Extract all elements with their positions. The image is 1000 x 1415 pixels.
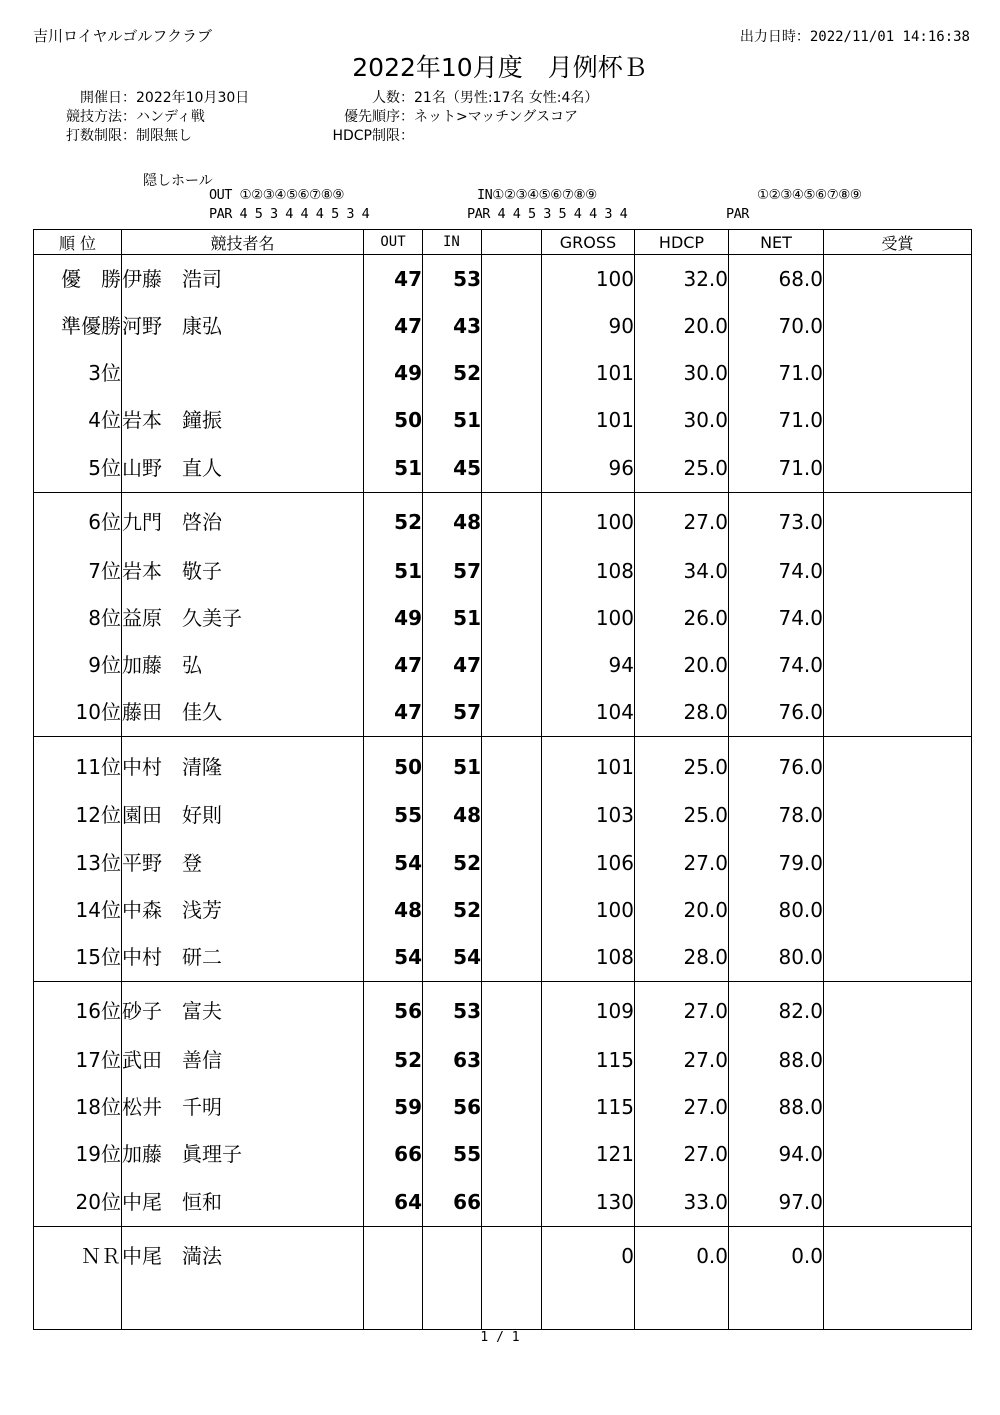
rank-cell: 6位 [34,492,122,547]
col-blank-header [482,230,542,255]
table-row [34,981,972,1036]
priority-value: ネット>マッチングスコア [414,109,579,125]
col-gross-header: GROSS [542,230,635,255]
out-score-cell: 56 [364,981,423,1036]
hdcp-cell: 30.0 [635,350,729,397]
third-hole-numbers: ①②③④⑤⑥⑦⑧⑨ [757,187,862,203]
player-name-cell: 河野 康弘 [122,303,364,350]
table-row [34,642,972,689]
in-score-cell: 57 [423,547,482,594]
out-hole-numbers: ①②③④⑤⑥⑦⑧⑨ [239,187,344,203]
award-cell [824,1178,972,1226]
net-cell: 82.0 [729,981,824,1036]
award-cell [824,886,972,933]
rank-cell: 8位 [34,594,122,641]
limit-label: 打数制限： [66,128,136,144]
net-cell: 80.0 [729,886,824,933]
priority-label: 優先順序： [344,109,414,125]
rank-cell: 7位 [34,547,122,594]
player-name-cell: 砂子 富夫 [122,981,364,1036]
hdcp-cell: 28.0 [635,689,729,737]
out-holes-row [209,187,344,203]
gross-cell: 0 [542,1226,635,1281]
award-cell [824,981,972,1036]
out-par-label: PAR [209,206,232,222]
table-row [34,303,972,350]
count-label: 人数： [372,90,414,106]
rank-cell: 3位 [34,350,122,397]
in-score-cell: 48 [423,492,482,547]
player-name-cell: 九門 啓治 [122,492,364,547]
out-score-cell: 59 [364,1084,423,1131]
award-cell [824,642,972,689]
award-cell [824,737,972,792]
in-score-cell: 63 [423,1037,482,1084]
hdcp-cell: 28.0 [635,933,729,981]
table-row [34,397,972,444]
net-cell: 80.0 [729,933,824,981]
blank-cell [482,492,542,547]
gross-cell: 100 [542,255,635,303]
player-name-cell: 岩本 鐘振 [122,397,364,444]
col-rank-header: 順 位 [34,230,122,255]
hdcp-cell: 34.0 [635,547,729,594]
blank-cell [482,1131,542,1178]
net-cell: 94.0 [729,1131,824,1178]
table-row [34,547,972,594]
player-name-cell: 中森 浅芳 [122,886,364,933]
award-cell [824,1084,972,1131]
out-par-values: 4 5 3 4 4 4 5 3 4 [239,206,370,222]
net-cell: 97.0 [729,1178,824,1226]
gross-cell: 108 [542,547,635,594]
in-score-cell [423,1226,482,1281]
gross-cell: 109 [542,981,635,1036]
rank-cell: 15位 [34,933,122,981]
results-table [33,229,972,1330]
table-row [34,689,972,737]
player-name-cell: 平野 登 [122,839,364,886]
blank-cell [482,1178,542,1226]
player-name-cell: 松井 千明 [122,1084,364,1131]
net-cell: 73.0 [729,492,824,547]
in-score-cell: 52 [423,839,482,886]
blank-cell [482,642,542,689]
gross-cell: 103 [542,792,635,839]
gross-cell: 130 [542,1178,635,1226]
in-score-cell: 52 [423,350,482,397]
table-row [34,1226,972,1281]
date-value: 2022年10月30日 [136,90,250,106]
out-score-cell: 47 [364,689,423,737]
gross-cell: 101 [542,397,635,444]
table-row [34,792,972,839]
player-name-cell: 伊藤 浩司 [122,255,364,303]
col-award-header: 受賞 [824,230,972,255]
rank-cell: 9位 [34,642,122,689]
award-cell [824,1037,972,1084]
out-score-cell: 47 [364,303,423,350]
out-score-cell [364,1226,423,1281]
gross-cell: 101 [542,737,635,792]
in-score-cell: 53 [423,255,482,303]
gross-cell: 115 [542,1037,635,1084]
gross-cell: 90 [542,303,635,350]
in-par-label: PAR [467,206,490,222]
rank-cell: 11位 [34,737,122,792]
rank-cell: 12位 [34,792,122,839]
blank-cell [482,792,542,839]
in-score-cell: 52 [423,886,482,933]
table-row [34,933,972,981]
table-row [34,839,972,886]
club-name: 吉川ロイヤルゴルフクラブ [33,27,212,45]
award-cell [824,547,972,594]
empty-cell [364,1281,423,1329]
award-cell [824,350,972,397]
method-label: 競技方法： [66,109,136,125]
hdcp-cell: 20.0 [635,303,729,350]
out-score-cell: 54 [364,839,423,886]
hdcp-cell: 20.0 [635,642,729,689]
gross-cell: 100 [542,886,635,933]
player-name-cell [122,350,364,397]
rank-cell: 10位 [34,689,122,737]
hdcp-cell: 27.0 [635,492,729,547]
rank-cell: 4位 [34,397,122,444]
blank-cell [482,350,542,397]
award-cell [824,397,972,444]
col-in-header: IN [423,230,482,255]
blank-cell [482,255,542,303]
in-score-cell: 53 [423,981,482,1036]
player-name-cell: 中尾 恒和 [122,1178,364,1226]
in-score-cell: 43 [423,303,482,350]
gross-cell: 115 [542,1084,635,1131]
rank-cell: 準優勝 [34,303,122,350]
net-cell: 76.0 [729,689,824,737]
gross-cell: 104 [542,689,635,737]
out-label: OUT [209,187,232,203]
col-name-header: 競技者名 [122,230,364,255]
hdcp-cell: 27.0 [635,1084,729,1131]
table-row [34,350,972,397]
out-score-cell: 47 [364,642,423,689]
net-cell: 88.0 [729,1084,824,1131]
out-score-cell: 49 [364,350,423,397]
player-name-cell: 益原 久美子 [122,594,364,641]
rank-cell: 17位 [34,1037,122,1084]
net-cell: 78.0 [729,792,824,839]
in-score-cell: 56 [423,1084,482,1131]
gross-cell: 96 [542,444,635,492]
award-cell [824,839,972,886]
blank-cell [482,547,542,594]
rank-cell: 優 勝 [34,255,122,303]
table-filler-row [34,1281,972,1329]
net-cell: 71.0 [729,397,824,444]
blank-cell [482,444,542,492]
in-par-row [467,206,627,222]
in-score-cell: 57 [423,689,482,737]
empty-cell [482,1281,542,1329]
hdcp-cell: 27.0 [635,1131,729,1178]
player-name-cell: 武田 善信 [122,1037,364,1084]
table-row [34,886,972,933]
rank-cell: 19位 [34,1131,122,1178]
blank-cell [482,397,542,444]
rank-cell: 20位 [34,1178,122,1226]
hdcp-cell: 25.0 [635,737,729,792]
col-out-header: OUT [364,230,423,255]
blank-cell [482,689,542,737]
rank-cell: 5位 [34,444,122,492]
in-score-cell: 55 [423,1131,482,1178]
hdcp-cell: 30.0 [635,397,729,444]
award-cell [824,303,972,350]
empty-cell [635,1281,729,1329]
hdcp-cell: 27.0 [635,1037,729,1084]
award-cell [824,1131,972,1178]
award-cell [824,689,972,737]
net-cell: 74.0 [729,642,824,689]
out-score-cell: 51 [364,444,423,492]
hdcp-cell: 25.0 [635,444,729,492]
hdcp-cell: 20.0 [635,886,729,933]
blank-cell [482,1226,542,1281]
in-par-values: 4 4 5 3 5 4 4 3 4 [497,206,628,222]
empty-cell [729,1281,824,1329]
page-title: 2022年10月度 月例杯Ｂ [352,53,648,82]
hdcp-cell: 27.0 [635,839,729,886]
blank-cell [482,886,542,933]
blank-cell [482,981,542,1036]
blank-cell [482,737,542,792]
date-label: 開催日： [80,90,136,106]
gross-cell: 106 [542,839,635,886]
table-row [34,444,972,492]
in-score-cell: 51 [423,737,482,792]
player-name-cell: 中村 清隆 [122,737,364,792]
hdcp-cell: 26.0 [635,594,729,641]
blank-cell [482,594,542,641]
gross-cell: 101 [542,350,635,397]
award-cell [824,255,972,303]
in-score-cell: 51 [423,397,482,444]
net-cell: 0.0 [729,1226,824,1281]
table-row [34,1084,972,1131]
player-name-cell: 中尾 満法 [122,1226,364,1281]
out-score-cell: 66 [364,1131,423,1178]
rank-cell: ＮＲ [34,1226,122,1281]
out-score-cell: 50 [364,397,423,444]
net-cell: 68.0 [729,255,824,303]
out-score-cell: 52 [364,492,423,547]
hdcp-cell: 25.0 [635,792,729,839]
net-cell: 71.0 [729,350,824,397]
out-score-cell: 49 [364,594,423,641]
out-score-cell: 51 [364,547,423,594]
in-score-cell: 54 [423,933,482,981]
empty-cell [824,1281,972,1329]
in-score-cell: 45 [423,444,482,492]
out-score-cell: 47 [364,255,423,303]
player-name-cell: 藤田 佳久 [122,689,364,737]
hidden-holes-label: 隠しホール [143,173,213,189]
table-header-row [34,230,972,255]
table-row [34,1131,972,1178]
count-value: 21名（男性:17名 女性:4名） [414,90,599,106]
rank-cell: 14位 [34,886,122,933]
in-score-cell: 48 [423,792,482,839]
player-name-cell: 加藤 眞理子 [122,1131,364,1178]
out-par-row [209,206,369,222]
hdcp-limit-label: HDCP制限： [332,128,414,144]
in-hole-numbers: ①②③④⑤⑥⑦⑧⑨ [492,187,597,203]
gross-cell: 94 [542,642,635,689]
third-par-label: PAR [726,206,749,222]
empty-cell [423,1281,482,1329]
blank-cell [482,1084,542,1131]
output-timestamp: 出力日時：2022/11/01 14:16:38 [739,29,970,45]
award-cell [824,792,972,839]
table-row [34,1037,972,1084]
gross-cell: 108 [542,933,635,981]
table-row [34,737,972,792]
hdcp-cell: 33.0 [635,1178,729,1226]
empty-cell [542,1281,635,1329]
net-cell: 79.0 [729,839,824,886]
out-score-cell: 55 [364,792,423,839]
method-value: ハンディ戦 [136,109,205,125]
out-score-cell: 50 [364,737,423,792]
table-row [34,492,972,547]
table-row [34,255,972,303]
in-label: IN [477,187,493,203]
net-cell: 88.0 [729,1037,824,1084]
out-score-cell: 54 [364,933,423,981]
net-cell: 70.0 [729,303,824,350]
col-hdcp-header: HDCP [635,230,729,255]
award-cell [824,594,972,641]
out-score-cell: 64 [364,1178,423,1226]
net-cell: 71.0 [729,444,824,492]
in-score-cell: 66 [423,1178,482,1226]
net-cell: 74.0 [729,594,824,641]
award-cell [824,444,972,492]
limit-value: 制限無し [136,128,192,144]
blank-cell [482,933,542,981]
in-score-cell: 47 [423,642,482,689]
blank-cell [482,839,542,886]
rank-cell: 18位 [34,1084,122,1131]
table-row [34,1178,972,1226]
col-net-header: NET [729,230,824,255]
page-number: 1 / 1 [480,1330,520,1345]
out-score-cell: 52 [364,1037,423,1084]
table-row [34,594,972,641]
player-name-cell: 加藤 弘 [122,642,364,689]
gross-cell: 100 [542,492,635,547]
gross-cell: 121 [542,1131,635,1178]
blank-cell [482,1037,542,1084]
hdcp-cell: 32.0 [635,255,729,303]
rank-cell: 13位 [34,839,122,886]
award-cell [824,492,972,547]
hdcp-cell: 0.0 [635,1226,729,1281]
in-score-cell: 51 [423,594,482,641]
award-cell [824,933,972,981]
hdcp-cell: 27.0 [635,981,729,1036]
player-name-cell: 岩本 敬子 [122,547,364,594]
empty-cell [122,1281,364,1329]
net-cell: 76.0 [729,737,824,792]
rank-cell: 16位 [34,981,122,1036]
gross-cell: 100 [542,594,635,641]
net-cell: 74.0 [729,547,824,594]
blank-cell [482,303,542,350]
player-name-cell: 山野 直人 [122,444,364,492]
player-name-cell: 園田 好則 [122,792,364,839]
in-holes-row [477,187,597,203]
player-name-cell: 中村 研二 [122,933,364,981]
empty-cell [34,1281,122,1329]
award-cell [824,1226,972,1281]
out-score-cell: 48 [364,886,423,933]
